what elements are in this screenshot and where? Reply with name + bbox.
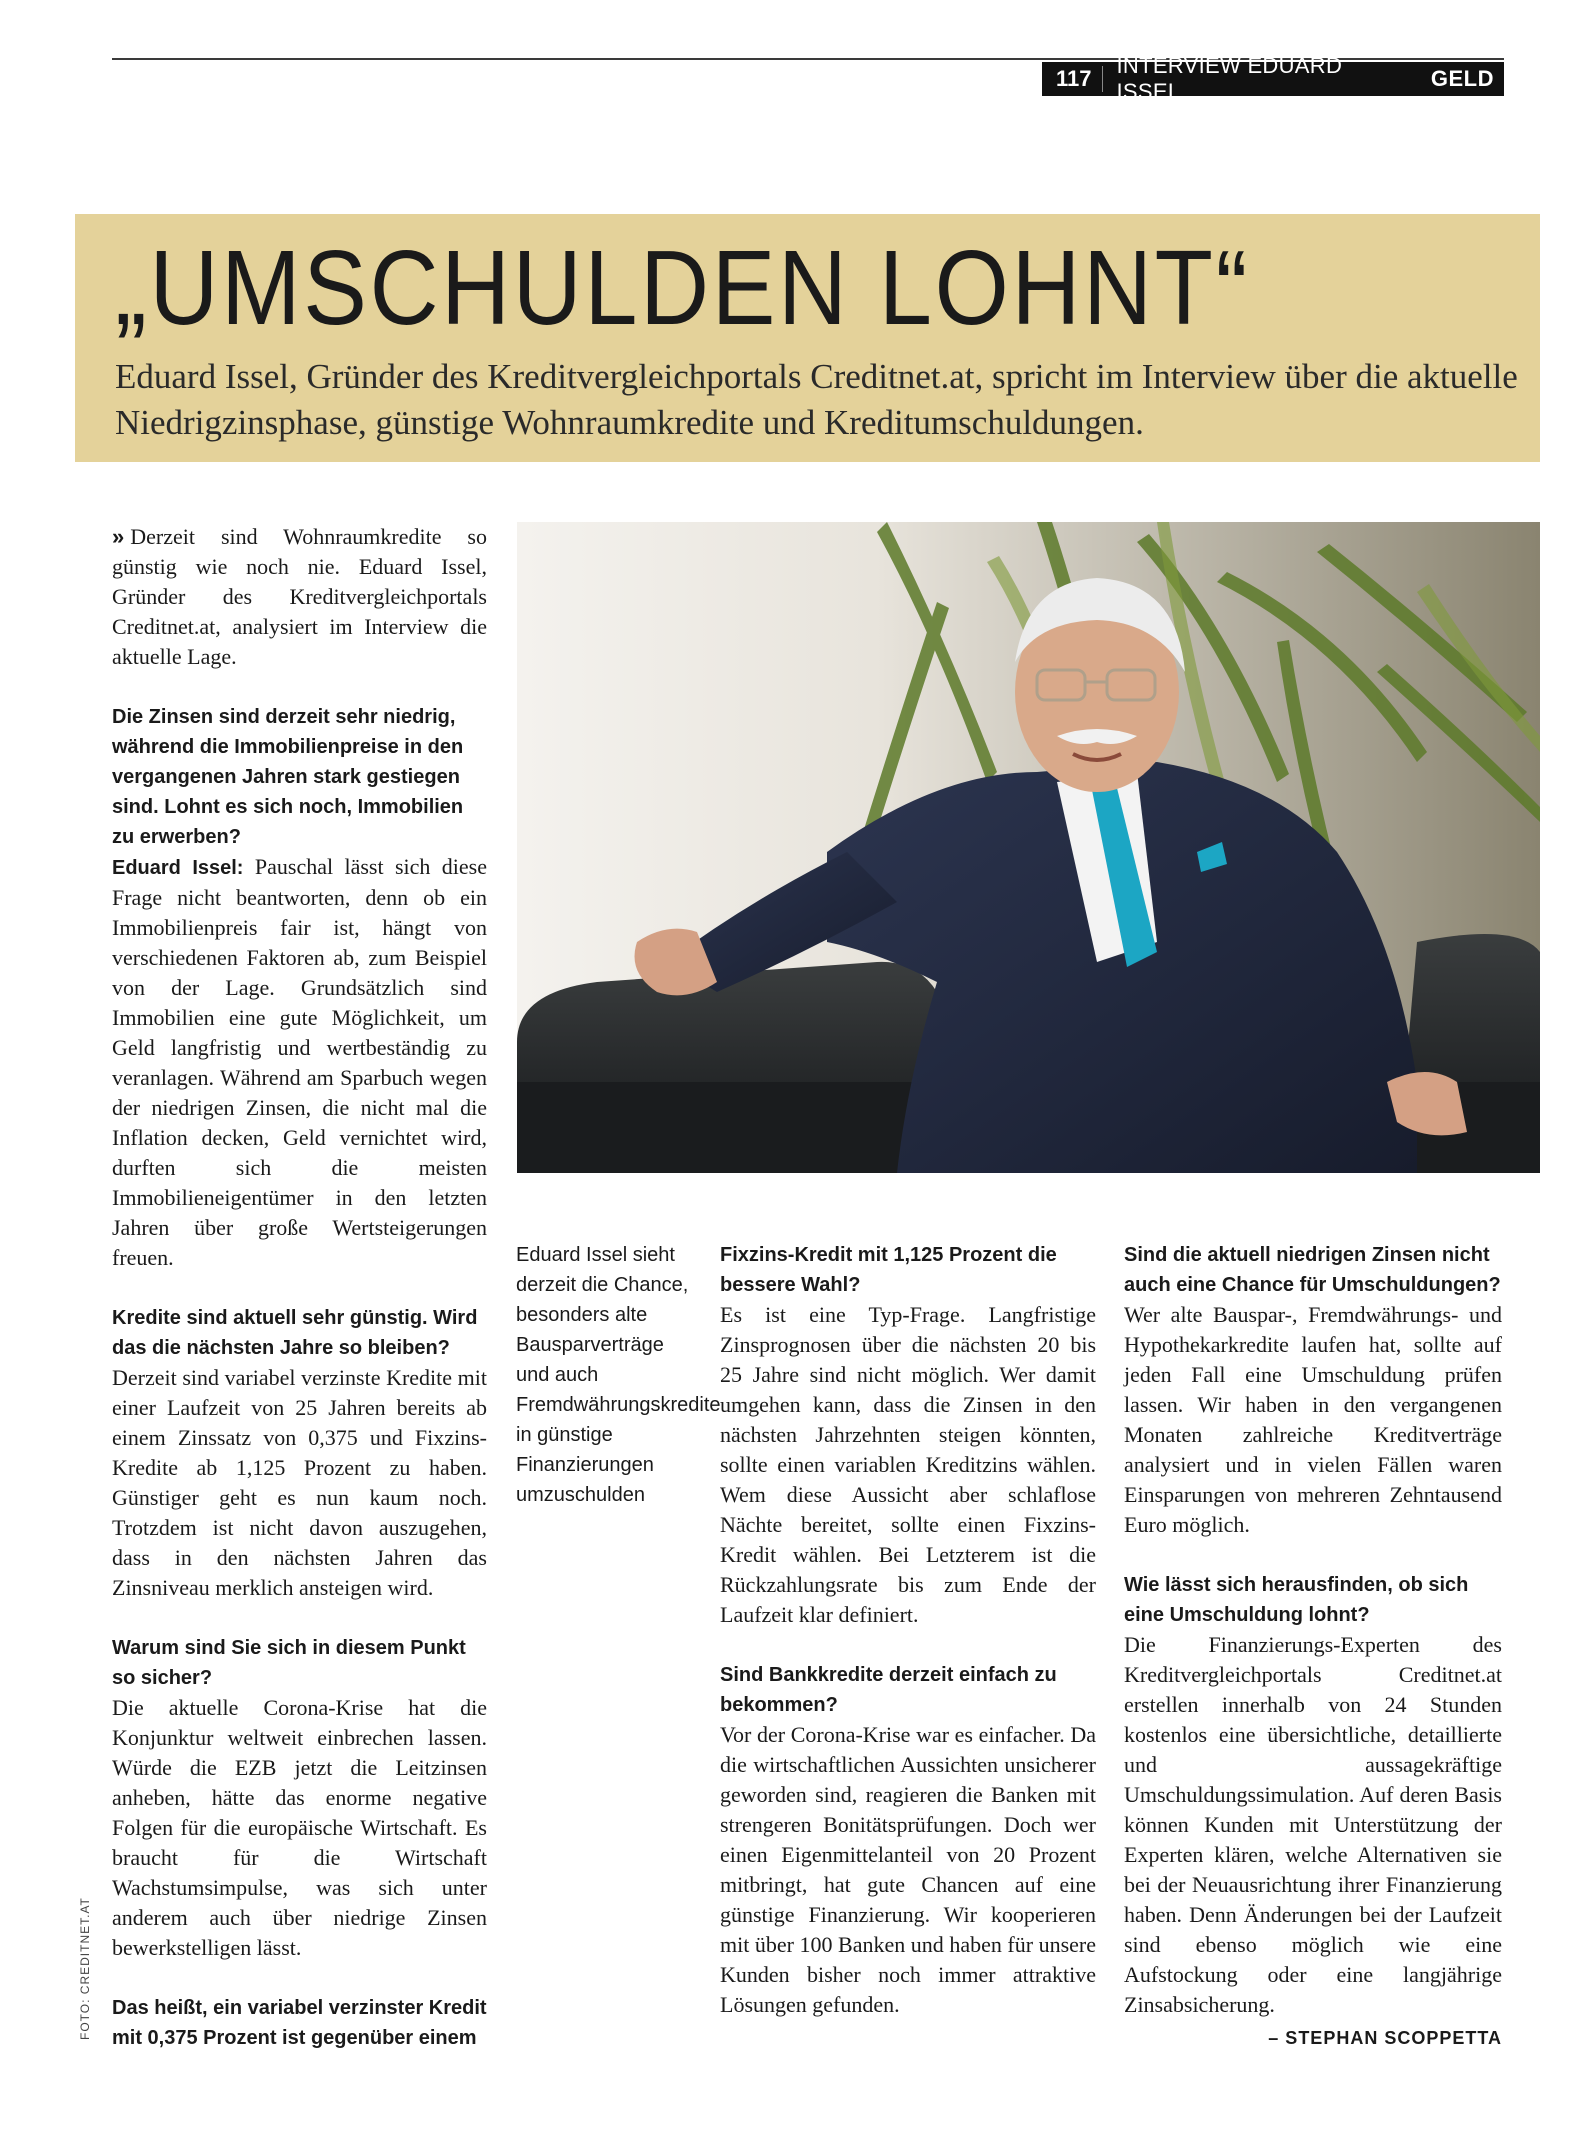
article-column-3 bbox=[1124, 1240, 1502, 2050]
qa-block bbox=[720, 1240, 1096, 1630]
subtitle: Eduard Issel, Gründer des Kreditvergleichportals Creditnet.at, spricht im Interview über die aktuelle Niedrigzinsphase, günstige Wohnraumkredite und Kreditumschuldungen. bbox=[115, 357, 1518, 442]
question: Wie lässt sich herausfinden, ob sich eine Umschuldung lohnt? bbox=[1124, 1574, 1469, 1626]
question: Kredite sind aktuell sehr günstig. Wird das die nächsten Jahre so bleiben? bbox=[112, 1307, 478, 1359]
question: Das heißt, ein variabel verzinster Kredit mit 0,375 Prozent ist gegenüber einem bbox=[112, 1997, 487, 2049]
byline: – STEPHAN SCOPPETTA bbox=[1268, 2028, 1502, 2048]
answer: Die aktuelle Corona-Krise hat die Konjunktur weltweit einbrechen lassen. Würde die EZB jetzt die Leitzinsen anheben, hätte das enorme negative Folgen für die europäische Wirtschaft. Es braucht für die Wirtschaft Wachstumsimpulse, was sich unter anderem auch über niedrige Zinsen bewerkstelligen lässt. bbox=[112, 1695, 487, 1960]
portrait-illustration bbox=[517, 522, 1540, 1173]
question: Fixzins-Kredit mit 1,125 Prozent die bessere Wahl? bbox=[720, 1244, 1057, 1296]
intro-paragraph bbox=[112, 522, 487, 672]
portrait-photo bbox=[517, 522, 1540, 1173]
intro-text: Derzeit sind Wohnraumkredite so günstig wie noch nie. Eduard Issel, Gründer des Kreditvergleichportals Creditnet.at, analysiert im Interview die aktuelle Lage. bbox=[112, 524, 487, 669]
qa-block bbox=[112, 702, 487, 1273]
photo-caption: Eduard Issel sieht derzeit die Chance, besonders alte Bausparverträge und auch Fremdwährungskredite in günstige Finanzierungen umzuschulden bbox=[516, 1244, 721, 1506]
article-column-1 bbox=[112, 522, 487, 2083]
qa-block bbox=[112, 1303, 487, 1603]
qa-block bbox=[1124, 1570, 1502, 2020]
answer: Derzeit sind variabel verzinste Kredite mit einer Laufzeit von 25 Jahren bereits ab einem Zinssatz von 0,375 und Fixzins-Kredite ab 1,125 Prozent zu haben. Günstiger geht es nun kaum noch. Trotzdem ist nicht davon auszugehen, dass in den nächsten Jahren das Zinsniveau merklich ansteigen wird. bbox=[112, 1365, 487, 1600]
speaker-label: Eduard Issel: bbox=[112, 857, 255, 879]
question: Sind Bankkredite derzeit einfach zu bekommen? bbox=[720, 1664, 1057, 1716]
page-header bbox=[1042, 53, 1504, 104]
title-box bbox=[75, 214, 1540, 462]
qa-block bbox=[1124, 1240, 1502, 1540]
qa-block bbox=[720, 1660, 1096, 2020]
question: Warum sind Sie sich in diesem Punkt so sicher? bbox=[112, 1637, 466, 1689]
intro-mark: » bbox=[112, 524, 125, 549]
answer: Pauschal lässt sich diese Frage nicht beantworten, denn ob ein Immobilienpreis fair ist, hängt von verschiedenen Faktoren ab, zum Beispiel von der Lage. Grundsätzlich sind Immobilien eine gute Möglichkeit, um Geld langfristig und wertbeständig zu veranlagen. Während am Sparbuch wegen der niedrigen Zinsen, die nicht mal die Inflation decken, Geld vernichtet wird, durften sich die meisten Immobilieneigentümer in den letzten Jahren über große Wertsteigerungen freuen. bbox=[112, 854, 487, 1270]
qa-block bbox=[112, 1993, 487, 2053]
answer: Wer alte Bauspar-, Fremdwährungs- und Hypothekarkredite laufen hat, sollte auf jeden Fall eine Umschuldung prüfen lassen. Wir haben in den vergangenen Monaten zahlreiche Kreditverträge analysiert und in vielen Fällen waren Einsparungen von mehreren Zehntausend Euro möglich. bbox=[1124, 1302, 1502, 1537]
headline: „UMSCHULDEN LOHNT“ bbox=[115, 229, 1251, 347]
qa-block bbox=[112, 1633, 487, 1963]
photo-credit: FOTO: CREDITNET.AT bbox=[78, 1897, 92, 2040]
question: Die Zinsen sind derzeit sehr niedrig, während die Immobilienpreise in den vergangenen Jahren stark gestiegen sind. Lohnt es sich noch, Immobilien zu erwerben? bbox=[112, 706, 464, 848]
question: Sind die aktuell niedrigen Zinsen nicht auch eine Chance für Umschuldungen? bbox=[1124, 1244, 1501, 1296]
answer: Es ist eine Typ-Frage. Langfristige Zinsprognosen über die nächsten 20 bis 25 Jahre sind nicht möglich. Wer damit umgehen kann, dass die Zinsen in den nächsten Jahrzehnten steigen könnten, sollte einen variablen Kreditzins wählen. Wem diese Aussicht aber schlaflose Nächte bereitet, sollte einen Fixzins-Kredit wählen. Bei Letzterem ist die Rückzahlungsrate bis zum Ende der Laufzeit klar definiert. bbox=[720, 1302, 1096, 1627]
rubric-label: GELD bbox=[1430, 66, 1494, 91]
answer: Die Finanzierungs-Experten des Kreditvergleichportals Creditnet.at erstellen innerhalb von 24 Stunden kostenlos eine übersichtliche, detaillierte und aussagekräftige Umschuldungssimulation. Auf deren Basis können Kunden mit Unterstützung der Experten klären, welche Alternativen sie bei der Neuausrichtung ihrer Finanzierung haben. Denn Änderungen bei der Laufzeit sind ebenso möglich wie eine Aufstockung oder eine langjährige Zinsabsicherung. bbox=[1124, 1632, 1502, 2017]
section-label: INTERVIEW EDUARD ISSEL bbox=[1116, 53, 1343, 104]
article-column-2 bbox=[720, 1240, 1096, 2050]
answer: Vor der Corona-Krise war es einfacher. Da die wirtschaftlichen Aussichten unsicherer geworden sind, reagieren die Banken mit strengeren Bonitätsprüfungen. Doch wer einen Eigenmittelanteil von 20 Prozent mitbringt, hat gute Chancen auf eine günstige Finanzierung. Wir kooperieren mit über 100 Banken und haben für unsere Kunden bisher noch immer attraktive Lösungen gefunden. bbox=[720, 1722, 1096, 2017]
page-number: 117 bbox=[1042, 66, 1103, 92]
